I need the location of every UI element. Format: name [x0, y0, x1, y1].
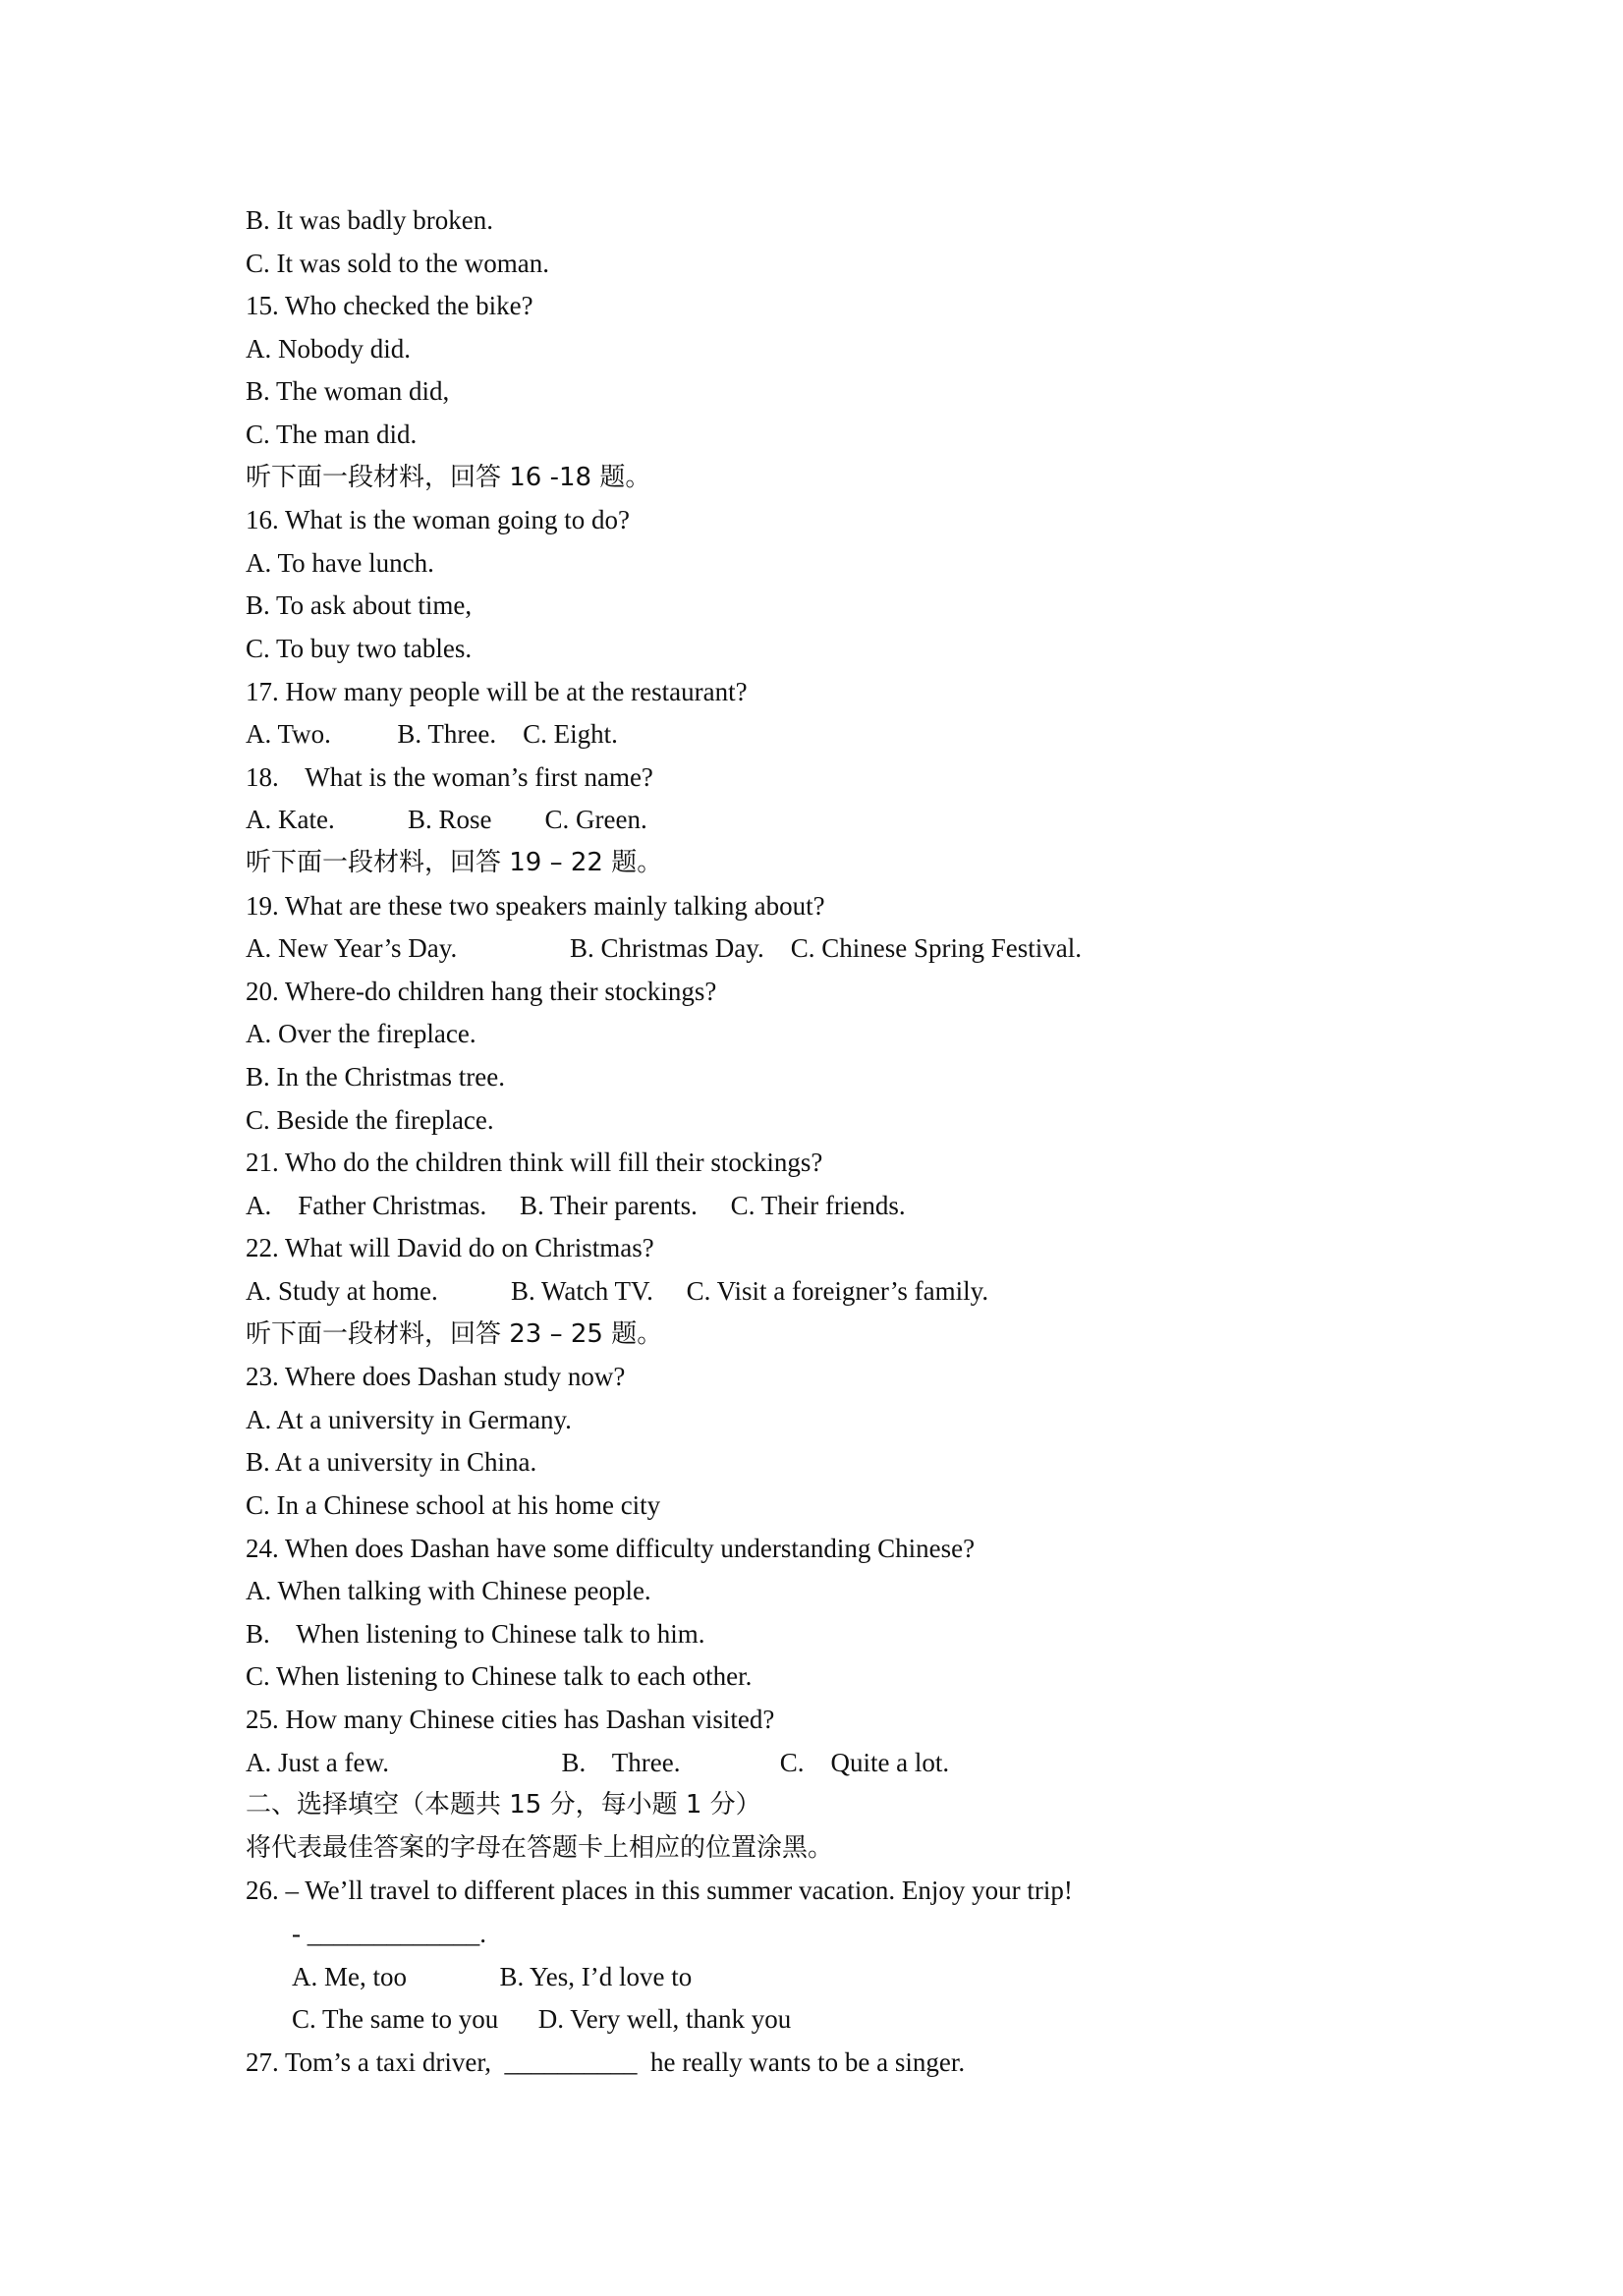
question-line: A. Over the fireplace.	[246, 1019, 476, 1048]
question-line: B. When listening to Chinese talk to him.	[246, 1619, 705, 1649]
question-line: 23. Where does Dashan study now?	[246, 1362, 626, 1391]
question-line: A. To have lunch.	[246, 548, 434, 578]
section-instruction: 将代表最佳答案的字母在答题卡上相应的位置涂黑。	[246, 1833, 834, 1863]
question-line: 25. How many Chinese cities has Dashan visited?	[246, 1705, 775, 1734]
question-line: A. Study at home. B. Watch TV. C. Visit a foreigner’s family.	[246, 1276, 989, 1306]
question-line: A. New Year’s Day. B. Christmas Day. C. Chinese Spring Festival.	[246, 933, 1082, 963]
question-line: 21. Who do the children think will fill their stockings?	[246, 1148, 823, 1177]
section-instruction: 听下面一段材料，回答 23 – 25 题。	[246, 1319, 663, 1349]
section-instruction: 听下面一段材料，回答 19 – 22 题。	[246, 848, 663, 877]
question-line: B. To ask about time,	[246, 590, 473, 620]
question-line: 27. Tom’s a taxi driver, __________ he really wants to be a singer.	[246, 2047, 966, 2077]
question-line: A. Nobody did.	[246, 334, 411, 364]
question-line: C. Beside the fireplace.	[246, 1105, 494, 1135]
question-line: B. At a university in China.	[246, 1447, 537, 1477]
question-line: B. In the Christmas tree.	[246, 1062, 505, 1092]
question-line: 15. Who checked the bike?	[246, 291, 533, 320]
question-line: A. Father Christmas. B. Their parents. C. Their friends.	[246, 1191, 906, 1220]
question-line: A. Two. B. Three. C. Eight.	[246, 719, 618, 749]
section-instruction: 二、选择填空（本题共 15 分，每小题 1 分）	[246, 1790, 761, 1820]
question-line: B. The woman did,	[246, 376, 450, 406]
question-line: B. It was badly broken.	[246, 205, 493, 235]
question-line: C. It was sold to the woman.	[246, 249, 549, 278]
question-line: C. To buy two tables.	[246, 634, 473, 663]
question-line: 18. What is the woman’s first name?	[246, 762, 653, 792]
question-line: C. The same to you D. Very well, thank you	[292, 2004, 792, 2034]
question-line: A. Just a few. B. Three. C. Quite a lot.	[246, 1748, 950, 1777]
question-line: A. Me, too B. Yes, I’d love to	[292, 1962, 693, 1991]
question-line: 16. What is the woman going to do?	[246, 505, 630, 534]
question-line: A. When talking with Chinese people.	[246, 1576, 651, 1605]
question-line: - _____________.	[292, 1919, 486, 1948]
section-instruction: 听下面一段材料，回答 16 -18 题。	[246, 463, 651, 492]
question-line: C. When listening to Chinese talk to each other.	[246, 1661, 753, 1691]
question-line: C. The man did.	[246, 420, 418, 449]
question-line: A. Kate. B. Rose C. Green.	[246, 805, 647, 834]
question-line: C. In a Chinese school at his home city	[246, 1490, 661, 1520]
question-line: 26. – We’ll travel to different places in this summer vacation. Enjoy your trip!	[246, 1876, 1073, 1905]
question-line: 24. When does Dashan have some difficulty understanding Chinese?	[246, 1534, 976, 1563]
question-line: A. At a university in Germany.	[246, 1405, 572, 1434]
question-line: 20. Where-do children hang their stockings?	[246, 977, 717, 1006]
question-line: 22. What will David do on Christmas?	[246, 1233, 654, 1262]
question-line: 19. What are these two speakers mainly talking about?	[246, 891, 825, 921]
question-line: 17. How many people will be at the restaurant?	[246, 677, 748, 706]
